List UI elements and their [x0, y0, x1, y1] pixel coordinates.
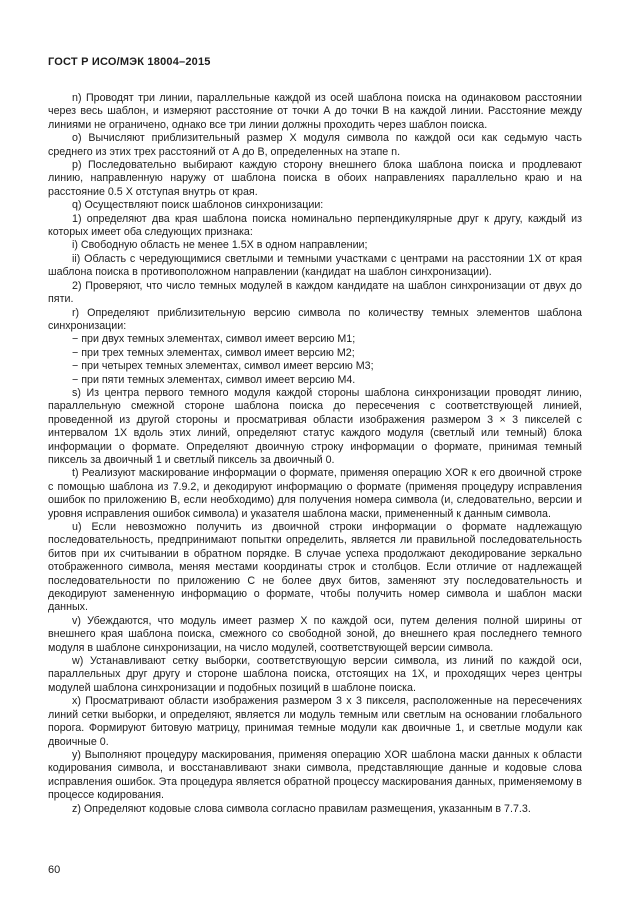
paragraph-z: z) Определяют кодовые слова символа согласно правилам размещения, указанным в 7.7.3. — [72, 802, 531, 815]
list-item-m4: − при пяти темных элементах, символ имеет версию М4. — [72, 373, 356, 386]
paragraph-o: o) Вычисляют приблизительный размер X модуля символа по каждой оси как седьмую часть среднего из этих трех расстояний от А до В, определенных на этапе n. — [48, 132, 582, 158]
paragraph-w: w) Устанавливают сетку выборки, соответствующую версии символа, из линий по каждой оси, параллельных друг другу и стороне шаблона поиска, отстоящих на 1X, и проходящих через центры модулей шаблона синхронизации и подобных позиций в шаблоне поиска. — [48, 655, 582, 694]
paragraph-x: x) Просматривают области изображения размером 3 х 3 пикселя, расположенные на пересечениях линий сетки выборки, и определяют, является ли модуль темным или светлым на основании глобального порога. Формируют битовую матрицу, принимая темные модули как двоичные 1, и светлые модули как двоичные 0. — [48, 695, 582, 748]
list-item-m3: − при четырех темных элементах, символ имеет версию М3; — [72, 360, 374, 373]
paragraph-q2: 2) Проверяют, что число темных модулей в каждом кандидате на шаблон синхронизации от двух до пяти. — [48, 279, 582, 306]
page-number: 60 — [48, 864, 61, 876]
paragraph-t: t) Реализуют маскирование информации о формате, применяя операцию XOR к его двоичной строке с помощью шаблона из 7.9.2, и декодируют информацию о формате (применяя процедуру исправления ошибок по приложению B, если необходимо) для получения номера символа (и, следовательно, версии и уровня исправления ошибок символа) и указателя шаблона маски, примененный к данным символа. — [48, 467, 582, 520]
paragraph-q: q) Осуществляют поиск шаблонов синхронизации: — [72, 199, 324, 212]
paragraph-s: s) Из центра первого темного модуля каждой стороны шаблона синхронизации проводят линию, параллельную смежной стороне шаблона поиска до пересечения с соответствующей линией, проведенной из другой стороны и просматривая области изображения размером 3 × 3 пикселей с интервалом 1X вдоль этих линий, определяют статус каждого модуля (светлый или темный) блока информации о формате. Определяют двоичную строку информации о формате, принимая темный пиксель за двоичный 1 и светлый пиксель за двоичный 0. — [48, 386, 582, 466]
paragraph-n: n) Проводят три линии, параллельные каждой из осей шаблона поиска на одинаковом расстоянии через весь шаблон, и измеряют расстояние от точки А до точки В на каждой линии. Расстояние между линиями не ограничено, однако все три линии должны проходить через шаблон поиска. — [48, 92, 582, 131]
paragraph-q1: 1) определяют два края шаблона поиска номинально перпендикулярные друг к другу, каждый из которых имеет оба следующих признака: — [48, 212, 582, 239]
document-body — [48, 92, 582, 816]
paragraph-v: v) Убеждаются, что модуль имеет размер X по каждой оси, путем деления полной ширины от внешнего края шаблона поиска, смежного со свободной зоной, до внешнего края последнего темного модуля в шаблоне синхронизации, на число модулей, соответствующей версии символа. — [48, 614, 582, 654]
paragraph-u: u) Если невозможно получить из двоичной строки информации о формате надлежащую последовательность, предпринимают попытки определить, является ли правильной последовательность битов при их считывании в обратном порядке. В случае успеха продолжают декодирование зеркально отображенного символа, меняя местами координаты строк и столбцов. Если отличие от надлежащей последовательности по приложению C не более двух битов, заменяют эту последовательность и декодируют замененную информацию о формате, чтобы получить номер символа и шаблон маски данных. — [48, 521, 582, 614]
paragraph-q1ii: ii) Область с чередующимися светлыми и темными участками с центрами на расстоянии 1X от края шаблона поиска в противоположном направлении (кандидат на шаблон синхронизации). — [48, 252, 582, 279]
list-item-m1: − при двух темных элементах, символ имеет версию М1; — [72, 333, 356, 346]
paragraph-p: p) Последовательно выбирают каждую сторону внешнего блока шаблона поиска и продлевают линию, направленную наружу от шаблона поиска в обоих направлениях параллельно краю и на расстояние 0.5 X отступая внутрь от края. — [48, 159, 582, 198]
paragraph-r: r) Определяют приблизительную версию символа по количеству темных элементов шаблона синхронизации: — [48, 306, 582, 332]
paragraph-q1i: i) Свободную область не менее 1.5X в одном направлении; — [72, 239, 368, 252]
list-item-m2: − при трех темных элементах, символ имеет версию М2; — [72, 346, 355, 359]
document-title: ГОСТ Р ИСО/МЭК 18004–2015 — [48, 56, 211, 68]
paragraph-y: y) Выполняют процедуру маскирования, применяя операцию XOR шаблона маски данных к области кодирования символа, и восстанавливают знаки символа, представляющие данные и кодовые слова исправления ошибок. Эта процедура является обратной процессу маскирования данных, применяемому в процессе кодирования. — [48, 748, 582, 802]
